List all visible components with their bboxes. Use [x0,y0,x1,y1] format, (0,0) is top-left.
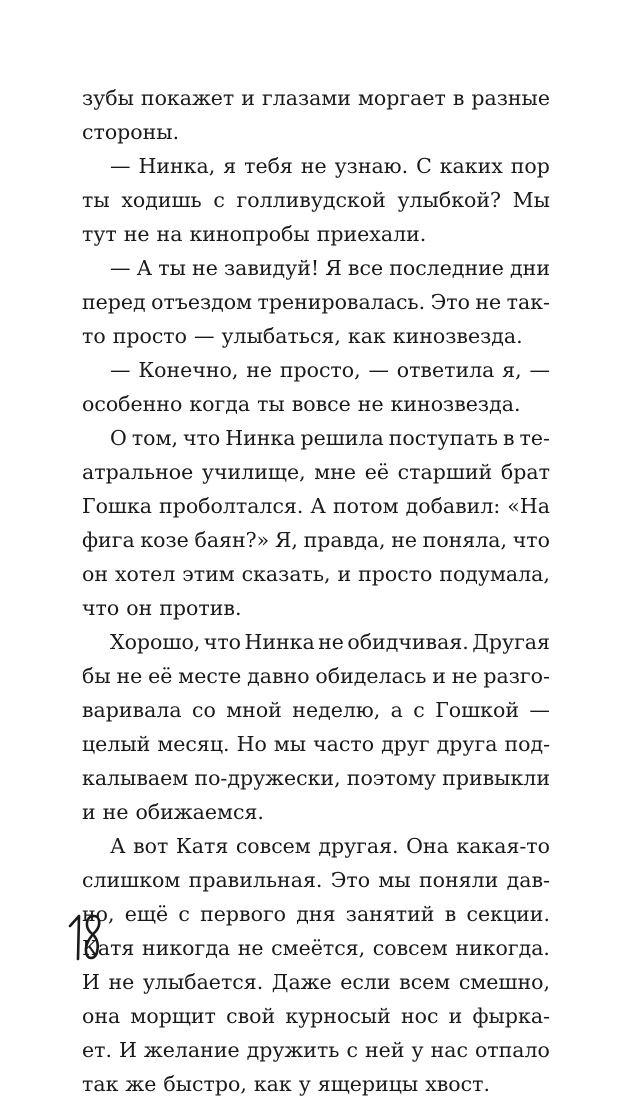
text-line: ет. И желание дружить с ней у нас отпало [82,1038,550,1062]
text-line: варивала со мной неделю, а с Гошкой — [82,698,550,722]
text-line: стороны. [82,120,180,144]
text-line: фига козе баян?» Я, правда, не поняла, что [82,528,550,552]
text-line: атральное училище, мне её старший брат [82,460,550,484]
text-line: зубы покажет и глазами моргает в разные [82,86,550,110]
text-line: но, ещё с первого дня занятий в секции. [82,902,550,926]
text-line: целый месяц. Но мы часто друг друга под- [82,732,550,756]
text-line: О том, что Нинка решила поступать в те- [110,426,550,450]
text-line: ты ходишь с голливудской улыбкой? Мы [82,188,550,212]
text-line: Катя никогда не смеётся, совсем никогда. [82,936,550,960]
text-line: слишком правильная. Это мы поняли дав- [82,868,550,892]
text-line: перед отъездом тренировалась. Это не так- [82,290,550,314]
text-line: он хотел этим сказать, и просто подумала, [82,562,550,586]
page-number-glyphs [66,904,106,964]
text-line: так же быстро, как у ящерицы хвост. [82,1072,490,1096]
text-line: то просто — улыбаться, как кинозвезда. [82,324,523,348]
text-line: — Конечно, не просто, — ответила я, — [110,358,550,382]
text-line: тут не на кинопробы приехали. [82,222,427,246]
page-number [66,904,106,964]
body-text [82,81,550,1101]
text-line: И не улыбается. Даже если всем смешно, [82,970,550,994]
text-line: что он против. [82,596,242,620]
text-line: особенно когда ты вовсе не кинозвезда. [82,392,521,416]
text-line: — А ты не завидуй! Я все последние дни [110,256,550,280]
text-line: она морщит свой курносый нос и фырка- [82,1004,550,1028]
text-line: — Нинка, я тебя не узнаю. С каких пор [110,154,550,178]
text-line: А вот Катя совсем другая. Она какая-то [110,834,550,858]
text-line: Гошка проболтался. А потом добавил: «На [82,494,550,518]
text-line: Хорошо, что Нинка не обидчивая. Другая [110,630,550,654]
text-line: калываем по-дружески, поэтому привыкли [82,766,550,790]
text-line: и не обижаемся. [82,800,264,824]
text-line: бы не её месте давно обиделась и не разго- [82,664,550,688]
